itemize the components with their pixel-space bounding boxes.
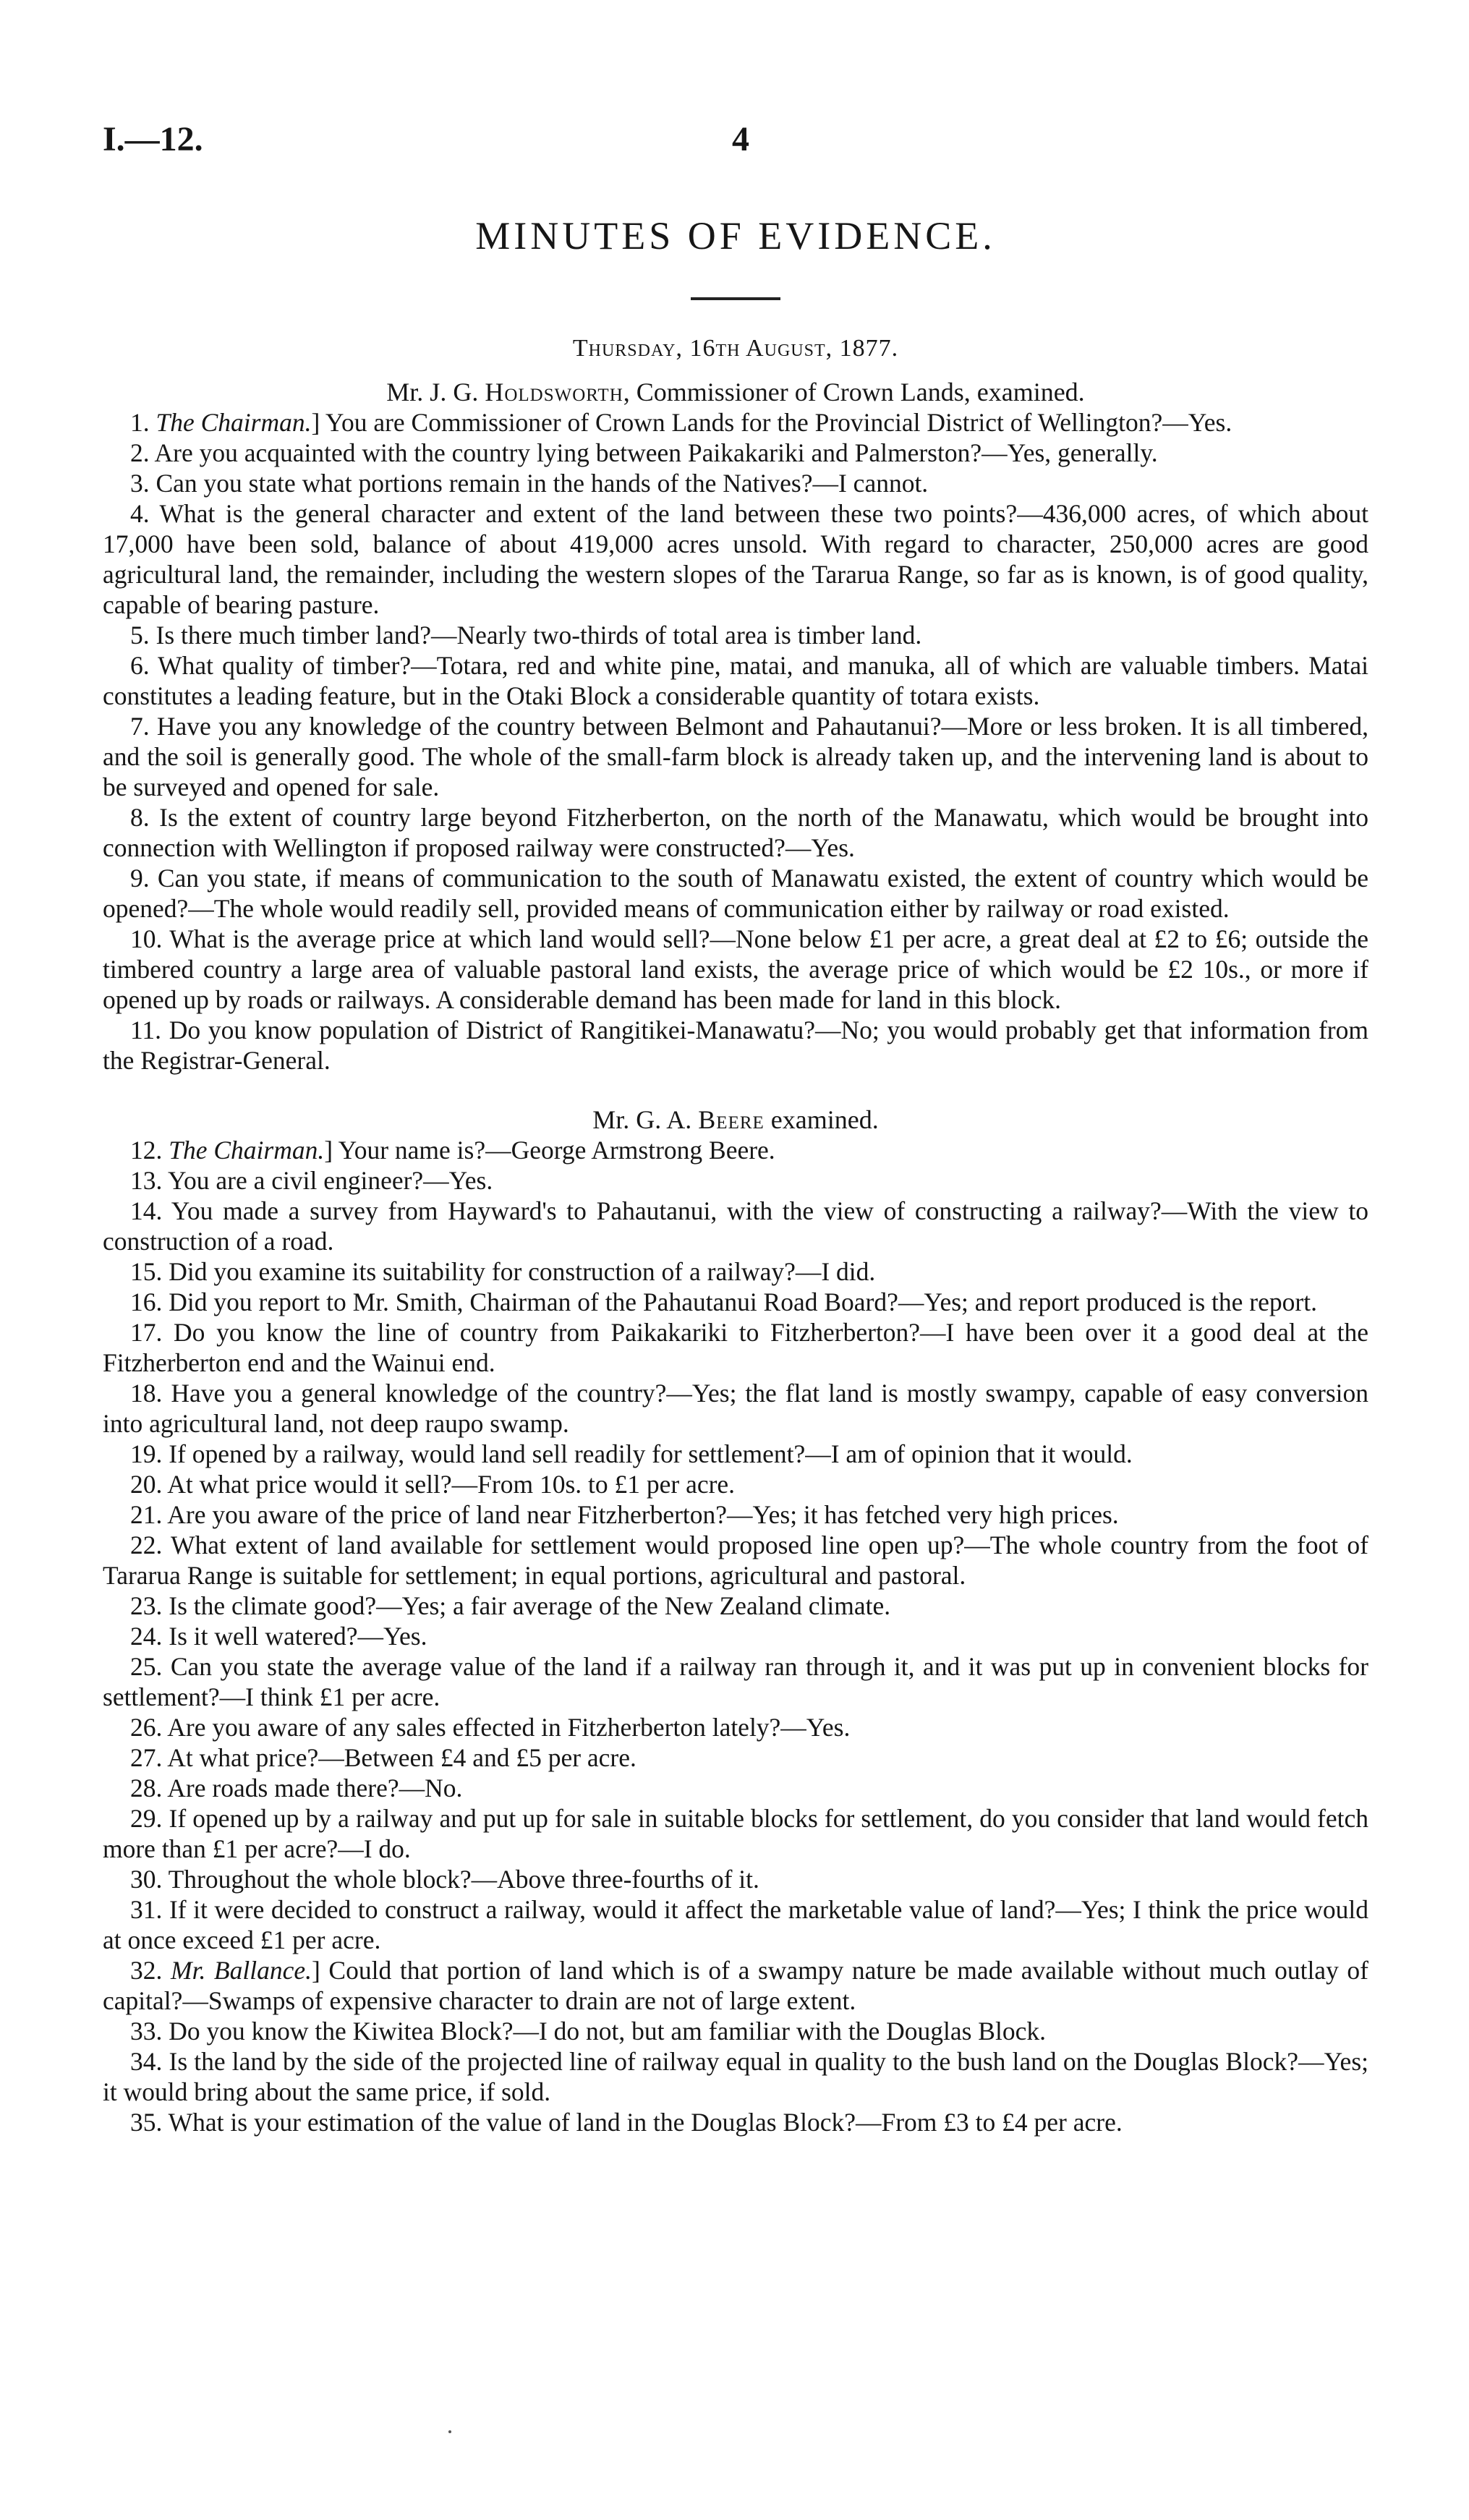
question-number: 18. xyxy=(130,1379,163,1408)
question-text: Can you state what portions remain in the hands of the Natives?—I cannot. xyxy=(156,469,929,498)
question-answer xyxy=(103,1955,1368,2016)
question-answer xyxy=(103,650,1368,711)
question-text: What quality of timber?—Totara, red and white pine, matai, and manuka, all of which are valuable timbers. Matai constitutes a leading feature, but in the Otaki Block a considerable quantity of totara exists. xyxy=(103,651,1368,710)
question-number: 34. xyxy=(130,2047,163,2076)
question-number: 5. xyxy=(130,621,150,650)
speaker-name: Mr. Ballance. xyxy=(171,1956,312,1985)
question-number: 35. xyxy=(130,2108,163,2137)
question-text: Is there much timber land?—Nearly two-thirds of total area is timber land. xyxy=(156,621,922,650)
question-number: 33. xyxy=(130,2017,163,2046)
question-answer xyxy=(103,1591,1368,1621)
question-number: 15. xyxy=(130,1257,163,1286)
question-text: Can you state the average value of the land if a railway ran through it, and it was put up in convenient blocks for settlement?—I think £1 per acre. xyxy=(103,1652,1369,1711)
question-text: ] You are Commissioner of Crown Lands for the Provincial District of Wellington?—Yes. xyxy=(311,408,1232,437)
question-number: 1. xyxy=(130,408,150,437)
question-text: Have you a general knowledge of the country?—Yes; the flat land is mostly swampy, capable of easy conversion into agricultural land, not deep raupo swamp. xyxy=(103,1379,1369,1438)
question-number: 30. xyxy=(130,1865,163,1894)
question-answer xyxy=(103,1317,1368,1378)
question-text: If opened by a railway, would land sell readily for settlement?—I am of opinion that it would. xyxy=(169,1439,1133,1468)
question-answer xyxy=(103,1196,1368,1256)
question-text: What extent of land available for settlement would proposed line open up?—The whole country from the foot of Tararua Range is suitable for settlement; in equal portions, agricultural and pastoral. xyxy=(103,1531,1368,1590)
question-number: 16. xyxy=(130,1287,163,1316)
question-number: 3. xyxy=(130,469,150,498)
page-header xyxy=(103,119,1368,166)
question-text: If it were decided to construct a railway, would it affect the marketable value of land?—Yes; I think the price would at once exceed £1 per acre. xyxy=(103,1895,1369,1954)
question-answer xyxy=(103,407,1368,438)
witness-description: examined. xyxy=(764,1105,879,1134)
question-text: What is the average price at which land would sell?—None below £1 per acre, a great deal at £2 to £6; outside the timbered country a large area of valuable pastoral land exists, the average price of which would be £2 10s., or more if opened up by roads or railways. A considerable demand has been made for land in this block. xyxy=(103,924,1369,1014)
question-text: Can you state, if means of communication to the south of Manawatu existed, the extent of country which would be opened?—The whole would readily sell, provided means of communication either by railway or road existed. xyxy=(103,864,1368,923)
question-text: Have you any knowledge of the country between Belmont and Pahautanui?—More or less broken. It is all timbered, and the soil is generally good. The whole of the small-farm block is already taken up, and the intervening land is about to be surveyed and opened for sale. xyxy=(103,712,1368,801)
question-text: Did you examine its suitability for construction of a railway?—I did. xyxy=(169,1257,876,1286)
question-number: 8. xyxy=(130,803,150,832)
witness-heading-beere xyxy=(103,1104,1368,1135)
question-answer xyxy=(103,1135,1368,1165)
question-answer xyxy=(103,1499,1368,1530)
question-text: Did you report to Mr. Smith, Chairman of the Pahautanui Road Board?—Yes; and report produced is the report. xyxy=(169,1287,1317,1316)
question-answer xyxy=(103,1864,1368,1894)
question-text: You are a civil engineer?—Yes. xyxy=(167,1166,493,1195)
question-number: 19. xyxy=(130,1439,163,1468)
question-answer xyxy=(103,1773,1368,1803)
question-text: Are you aware of any sales effected in Fitzherberton lately?—Yes. xyxy=(167,1713,851,1742)
question-answer xyxy=(103,2107,1368,2137)
question-text: What is the general character and extent of the land between these two points?—436,000 acres, of which about 17,000 have been sold, balance of about 419,000 acres unsold. With regard to character, 250,000 acres are good agricultural land, the remainder, including the western slopes of the Tararua Range, so far as is known, is of good quality, capable of bearing pasture. xyxy=(103,499,1368,619)
witness-name: Holdsworth xyxy=(485,378,623,406)
question-answer xyxy=(103,1803,1368,1864)
question-number: 7. xyxy=(130,712,150,741)
document-page xyxy=(103,119,1368,2137)
question-number: 2. xyxy=(130,438,150,467)
question-answer xyxy=(103,498,1368,620)
question-number: 27. xyxy=(130,1743,163,1772)
question-number: 17. xyxy=(130,1318,163,1347)
question-number: 31. xyxy=(130,1895,163,1924)
question-answer xyxy=(103,1712,1368,1742)
question-text: Throughout the whole block?—Above three-fourths of it. xyxy=(168,1865,759,1894)
question-text: Is the land by the side of the projected line of railway equal in quality to the bush land on the Douglas Block?—Yes; it would bring about the same price, if sold. xyxy=(103,2047,1368,2106)
question-text: ] Could that portion of land which is of a swampy nature be made available without much outlay of capital?—Swamps of expensive character to drain are not of large extent. xyxy=(103,1956,1368,2015)
question-text: You made a survey from Hayward's to Pahautanui, with the view of constructing a railway?—With the view to construction of a road. xyxy=(103,1196,1368,1256)
question-answer xyxy=(103,438,1368,468)
question-number: 20. xyxy=(130,1470,163,1499)
question-number: 26. xyxy=(130,1713,163,1742)
question-number: 13. xyxy=(130,1166,163,1195)
question-answer xyxy=(103,620,1368,650)
question-text: Do you know population of District of Rangitikei-Manawatu?—No; you would probably get that information from the Registrar-General. xyxy=(103,1016,1368,1075)
question-answer xyxy=(103,1287,1368,1317)
witness-prefix: Mr. J. G. xyxy=(386,378,479,406)
question-text: Do you know the Kiwitea Block?—I do not, but am familiar with the Douglas Block. xyxy=(169,2017,1046,2046)
question-answer xyxy=(103,2016,1368,2046)
page-mark xyxy=(448,2430,451,2433)
witness-description: , Commissioner of Crown Lands, examined. xyxy=(623,378,1085,406)
question-number: 14. xyxy=(130,1196,163,1225)
question-text: Are roads made there?—No. xyxy=(167,1774,463,1802)
question-text: Is it well watered?—Yes. xyxy=(169,1622,427,1651)
question-text: Are you acquainted with the country lying between Paikakariki and Palmerston?—Yes, generally. xyxy=(154,438,1158,467)
question-text: If opened up by a railway and put up for sale in suitable blocks for settlement, do you consider that land would fetch more than £1 per acre?—I do. xyxy=(103,1804,1369,1863)
question-number: 22. xyxy=(130,1531,163,1559)
question-number: 24. xyxy=(130,1622,163,1651)
question-answer xyxy=(103,1015,1368,1076)
question-text: At what price would it sell?—From 10s. to £1 per acre. xyxy=(167,1470,736,1499)
question-number: 9. xyxy=(130,864,150,893)
question-text: Is the climate good?—Yes; a fair average of the New Zealand climate. xyxy=(169,1591,891,1620)
question-answer xyxy=(103,1378,1368,1439)
evidence-section-beere xyxy=(103,1135,1368,2137)
speaker-name: The Chairman. xyxy=(156,408,312,437)
question-answer xyxy=(103,1165,1368,1196)
evidence-section-holdsworth xyxy=(103,407,1368,1076)
question-text: Do you know the line of country from Paikakariki to Fitzherberton?—I have been over it a good deal at the Fitzherberton end and the Wainui end. xyxy=(103,1318,1369,1377)
question-answer xyxy=(103,1621,1368,1651)
question-answer xyxy=(103,863,1368,924)
question-text: What is your estimation of the value of land in the Douglas Block?—From £3 to £4 per acre. xyxy=(168,2108,1123,2137)
witness-name: Beere xyxy=(698,1105,765,1134)
question-number: 29. xyxy=(130,1804,163,1833)
question-answer xyxy=(103,1439,1368,1469)
question-number: 21. xyxy=(130,1500,163,1529)
question-answer xyxy=(103,1651,1368,1712)
question-number: 11. xyxy=(130,1016,162,1044)
question-number: 28. xyxy=(130,1774,163,1802)
question-text: At what price?—Between £4 and £5 per acre. xyxy=(167,1743,636,1772)
question-number: 10. xyxy=(130,924,163,953)
question-number: 23. xyxy=(130,1591,163,1620)
question-number: 32. xyxy=(130,1956,163,1985)
question-text: Are you aware of the price of land near Fitzherberton?—Yes; it has fetched very high prices. xyxy=(167,1500,1119,1529)
question-text: ] Your name is?—George Armstrong Beere. xyxy=(324,1136,775,1165)
question-number: 12. xyxy=(130,1136,163,1165)
question-number: 6. xyxy=(130,651,150,680)
question-text: Is the extent of country large beyond Fitzherberton, on the north of the Manawatu, which would be brought into connection with Wellington if proposed railway were constructed?—Yes. xyxy=(103,803,1369,862)
question-answer xyxy=(103,1894,1368,1955)
witness-prefix: Mr. G. A. xyxy=(592,1105,692,1134)
question-answer xyxy=(103,924,1368,1015)
page-number: 4 xyxy=(732,120,749,158)
question-answer xyxy=(103,1469,1368,1499)
question-answer xyxy=(103,2046,1368,2107)
question-answer xyxy=(103,1256,1368,1287)
question-number: 4. xyxy=(130,499,150,528)
speaker-name: The Chairman. xyxy=(169,1136,325,1165)
question-answer xyxy=(103,1530,1368,1591)
question-answer xyxy=(103,711,1368,802)
question-answer xyxy=(103,1742,1368,1773)
witness-heading-holdsworth xyxy=(103,377,1368,407)
paper-reference: I.—12. xyxy=(103,120,203,158)
title-divider xyxy=(691,297,780,300)
question-answer xyxy=(103,468,1368,498)
session-date: Thursday, 16th August, 1877. xyxy=(572,335,899,362)
question-answer xyxy=(103,802,1368,863)
question-number: 25. xyxy=(130,1652,163,1681)
page-title: MINUTES OF EVIDENCE. xyxy=(475,214,996,257)
